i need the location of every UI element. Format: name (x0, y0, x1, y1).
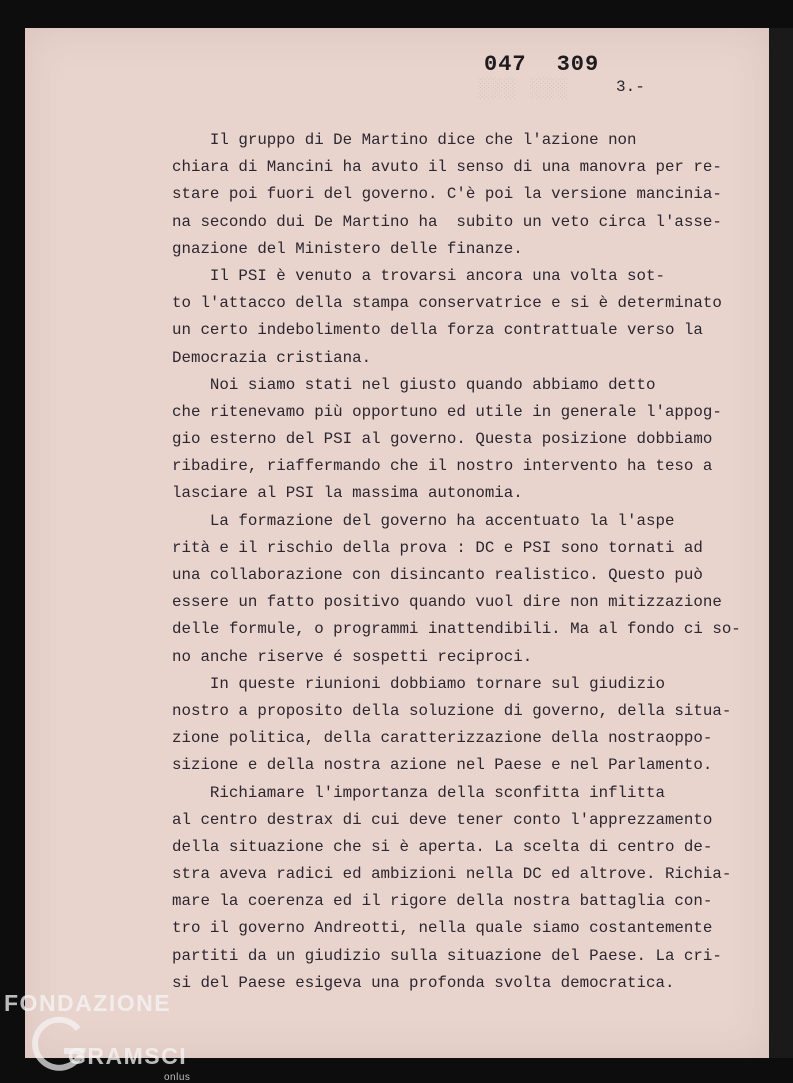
text-line: Noi siamo stati nel giusto quando abbiamo detto (172, 375, 656, 394)
text-line: gio esterno del PSI al governo. Questa posizione dobbiamo (172, 430, 713, 449)
text-line: ribadire, riaffermando che il nostro intervento ha teso a (172, 457, 713, 476)
text-line: si del Paese esigeva una profonda svolta democratica. (172, 973, 675, 992)
text-line: rità e il rischio della prova : DC e PSI sono tornati ad (172, 538, 703, 557)
text-line: che ritenevamo più opportuno ed utile in generale l'appog- (172, 402, 722, 421)
text-line: lasciare al PSI la massima autonomia. (172, 484, 523, 503)
text-line: sizione e della nostra azione nel Paese e nel Parlamento. (172, 756, 713, 775)
text-line: della situazione che si è aperta. La scelta di centro de- (172, 837, 713, 856)
text-line: Il gruppo di De Martino dice che l'azione non (172, 131, 637, 149)
text-line: La formazione del governo ha accentuato la l'aspe (172, 511, 675, 530)
text-line: partiti da un giudizio sulla situazione del Paese. La cri- (172, 946, 722, 965)
text-line: al centro destrax di cui deve tener conto l'apprezzamento (172, 810, 713, 829)
text-line: Il PSI è venuto a trovarsi ancora una volta sot- (172, 266, 665, 285)
text-line: gnazione del Ministero delle finanze. (172, 239, 523, 258)
text-line: zione politica, della caratterizzazione della nostraoppo- (172, 729, 713, 748)
watermark-line2: GRAMSCI (68, 1043, 188, 1069)
text-line: nostro a proposito della soluzione di governo, della situa- (172, 701, 732, 720)
document-number-part-a: 047 (484, 52, 527, 77)
text-line: una collaborazione con disincanto realistico. Questo può (172, 566, 703, 584)
text-line: no anche riserve é sospetti reciproci. (172, 647, 533, 666)
text-line: essere un fatto positivo quando vuol dire non mitizzazione (172, 593, 722, 612)
text-line: Richiamare l'importanza della sconfitta inflitta (172, 783, 665, 802)
fondazione-gramsci-watermark (4, 990, 191, 1083)
document-number-part-b: 309 (556, 52, 600, 77)
text-line: to l'attacco della stampa conservatrice e si è determinato (172, 294, 722, 313)
watermark-line1: FONDAZIONE (4, 990, 172, 1016)
text-line: mare la coerenza ed il rigore della nostra battaglia con- (172, 892, 713, 911)
watermark-line3: onlus (164, 1072, 191, 1083)
show-through-text: ░░░ ░░░ (478, 78, 570, 101)
text-line: Democrazia cristiana. (172, 348, 372, 367)
text-line: stare poi fuori del governo. C'è poi la versione mancinia- (172, 185, 722, 204)
text-line: un certo indebolimento della forza contrattuale verso la (172, 321, 703, 340)
text-line: In queste riunioni dobbiamo tornare sul giudizio (172, 674, 665, 693)
text-line: tro il governo Andreotti, nella quale siamo costantemente (172, 919, 713, 938)
text-line: delle formule, o programmi inattendibili. Ma al fondo ci so- (172, 620, 741, 639)
document-number (484, 52, 599, 77)
typed-body-text (172, 127, 762, 997)
text-line: na secondo dui De Martino ha subito un veto circa l'asse- (172, 212, 722, 231)
text-line: stra aveva radici ed ambizioni nella DC ed altrove. Richia- (172, 865, 732, 884)
page-number: 3.- (616, 78, 645, 96)
text-line: chiara di Mancini ha avuto il senso di una manovra per re- (172, 158, 722, 177)
scan-edge (769, 28, 793, 1058)
